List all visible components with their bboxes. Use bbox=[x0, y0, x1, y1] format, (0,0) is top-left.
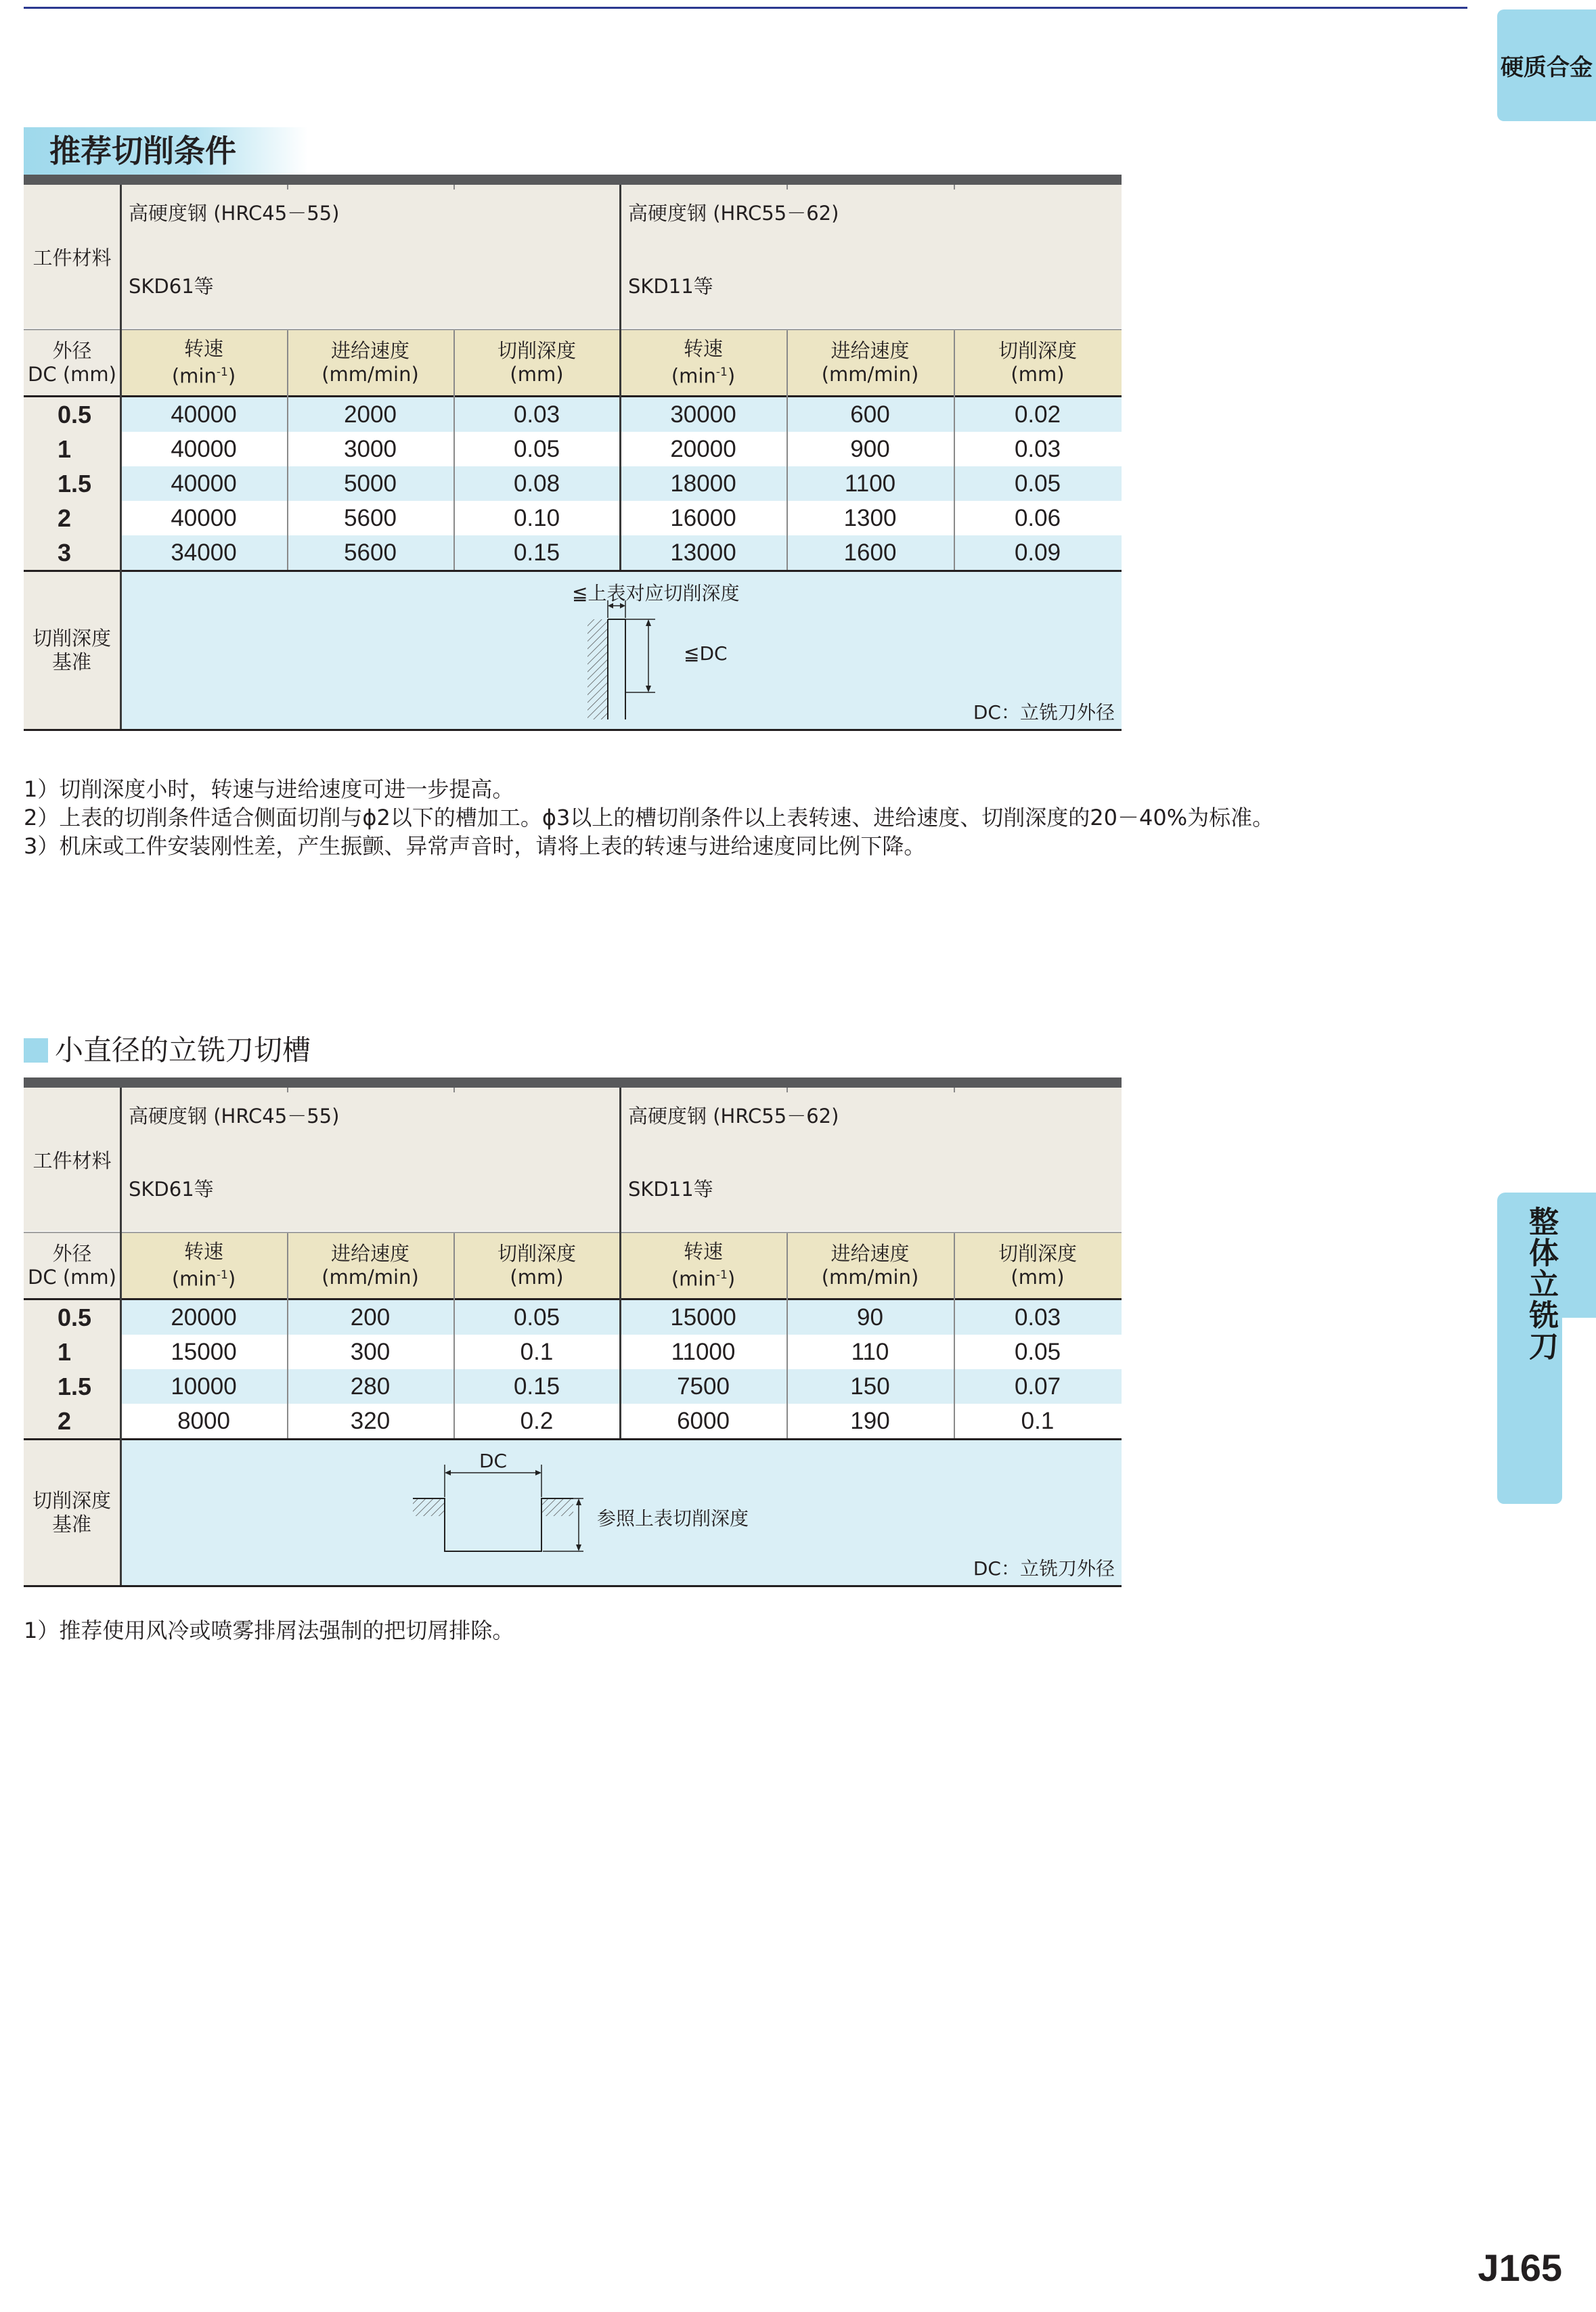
cell-a-feed: 320 bbox=[287, 1404, 453, 1438]
cell-a-feed: 280 bbox=[287, 1369, 453, 1404]
section-title-recommended-cutting: 推荐切削条件 bbox=[24, 127, 308, 175]
cell-a-speed: 15000 bbox=[120, 1335, 287, 1369]
divider bbox=[453, 185, 455, 190]
cell-b-depth: 0.05 bbox=[954, 1335, 1122, 1369]
row-dc: 1.5 bbox=[24, 466, 120, 501]
header-speed-line1: 转速 bbox=[683, 337, 723, 361]
cell-a-speed: 40000 bbox=[120, 397, 287, 432]
row-dc: 1.5 bbox=[24, 1369, 120, 1404]
table-top-bar bbox=[24, 1077, 1122, 1088]
header-dc-line1: 外径 bbox=[52, 339, 92, 362]
divider bbox=[287, 1233, 288, 1438]
cell-a-depth: 0.03 bbox=[453, 397, 620, 432]
header-b-feed bbox=[786, 1233, 954, 1298]
divider bbox=[954, 185, 955, 190]
divider bbox=[453, 330, 455, 570]
material-a-name: 高硬度钢 (HRC45－55) bbox=[129, 1105, 340, 1128]
cell-b-speed: 11000 bbox=[620, 1335, 786, 1369]
diagram-side-label: 参照上表切削深度 bbox=[597, 1507, 749, 1530]
material-b bbox=[620, 185, 1122, 328]
cell-b-feed: 190 bbox=[786, 1404, 954, 1438]
header-a-depth bbox=[453, 1233, 620, 1298]
divider bbox=[786, 185, 788, 190]
section-title-small-slot-text: 小直径的立铣刀切槽 bbox=[55, 1033, 311, 1067]
cell-a-depth: 0.2 bbox=[453, 1404, 620, 1438]
divider bbox=[24, 1232, 1122, 1233]
header-depth-line1: 切削深度 bbox=[998, 339, 1077, 362]
header-feed-line1: 进给速度 bbox=[330, 339, 409, 362]
cell-b-feed: 1300 bbox=[786, 501, 954, 535]
row-dc: 2 bbox=[24, 1404, 120, 1438]
cell-b-speed: 15000 bbox=[620, 1300, 786, 1335]
cell-b-depth: 0.07 bbox=[954, 1369, 1122, 1404]
cell-a-speed: 40000 bbox=[120, 466, 287, 501]
cell-a-speed: 40000 bbox=[120, 501, 287, 535]
header-depth-line2: (mm) bbox=[510, 363, 564, 386]
header-dc-line2: DC (mm) bbox=[28, 363, 116, 386]
cell-b-feed: 150 bbox=[786, 1369, 954, 1404]
header-feed-line1: 进给速度 bbox=[830, 1242, 910, 1265]
header-a-feed bbox=[287, 330, 453, 395]
cutting-conditions-table-1 bbox=[24, 175, 1122, 731]
cell-b-depth: 0.06 bbox=[954, 501, 1122, 535]
cell-b-speed: 6000 bbox=[620, 1404, 786, 1438]
cutting-conditions-table-2 bbox=[24, 1077, 1122, 1587]
header-feed-line2: (mm/min) bbox=[821, 363, 919, 386]
table-bottom-rule bbox=[24, 1585, 1122, 1587]
cell-a-speed: 10000 bbox=[120, 1369, 287, 1404]
cell-a-feed: 5600 bbox=[287, 535, 453, 570]
cell-b-speed: 18000 bbox=[620, 466, 786, 501]
header-feed-line2: (mm/min) bbox=[821, 1266, 919, 1289]
cell-b-depth: 0.02 bbox=[954, 397, 1122, 432]
header-a-depth bbox=[453, 330, 620, 395]
header-depth-line2: (mm) bbox=[510, 1266, 564, 1289]
table-top-bar bbox=[24, 175, 1122, 185]
header-depth-line1: 切削深度 bbox=[497, 339, 576, 362]
table-bottom-rule bbox=[24, 729, 1122, 731]
reference-diagram-area bbox=[122, 572, 1122, 729]
cell-a-feed: 200 bbox=[287, 1300, 453, 1335]
cell-b-feed: 110 bbox=[786, 1335, 954, 1369]
row-dc: 3 bbox=[24, 535, 120, 570]
material-a bbox=[120, 1088, 620, 1231]
header-a-speed bbox=[120, 330, 287, 395]
row-dc: 0.5 bbox=[24, 1300, 120, 1335]
reference-label-line1: 切削深度 bbox=[32, 627, 111, 650]
note-3: 3）机床或工件安装刚性差，产生振颤、异常声音时，请将上表的转速与进给速度同比例下降。 bbox=[24, 833, 926, 859]
cell-b-speed: 7500 bbox=[620, 1369, 786, 1404]
cell-b-feed: 90 bbox=[786, 1300, 954, 1335]
side-cut-diagram bbox=[582, 600, 677, 722]
top-rule bbox=[24, 7, 1467, 9]
cell-a-feed: 5000 bbox=[287, 466, 453, 501]
header-dc bbox=[24, 330, 120, 395]
material-label: 工件材料 bbox=[24, 185, 120, 328]
side-tab-carbide-label: 硬质合金 bbox=[1501, 54, 1593, 81]
material-a-grade: SKD61等 bbox=[129, 1178, 214, 1201]
reference-diagram-area bbox=[122, 1440, 1122, 1585]
cell-a-speed: 8000 bbox=[120, 1404, 287, 1438]
header-speed-line2: $(\min^{-1})$ bbox=[171, 364, 236, 388]
header-speed-line2: $(\min^{-1})$ bbox=[671, 364, 736, 388]
cell-a-depth: 0.08 bbox=[453, 466, 620, 501]
header-b-feed bbox=[786, 330, 954, 395]
divider bbox=[954, 1088, 955, 1092]
diagram-top-label: DC bbox=[479, 1450, 508, 1472]
divider bbox=[287, 185, 288, 190]
divider bbox=[453, 1233, 455, 1438]
material-b-grade: SKD11等 bbox=[628, 1178, 713, 1201]
header-depth-line1: 切削深度 bbox=[998, 1242, 1077, 1265]
header-speed-line1: 转速 bbox=[183, 337, 223, 361]
divider bbox=[786, 330, 788, 570]
header-b-speed bbox=[620, 1233, 786, 1298]
cell-a-feed: 3000 bbox=[287, 432, 453, 466]
slot-cut-diagram bbox=[413, 1450, 609, 1565]
cell-b-depth: 0.05 bbox=[954, 466, 1122, 501]
note-1: 1）切削深度小时，转速与进给速度可进一步提高。 bbox=[24, 776, 514, 802]
header-feed-line2: (mm/min) bbox=[322, 1266, 419, 1289]
row-dc: 0.5 bbox=[24, 397, 120, 432]
cell-a-depth: 0.05 bbox=[453, 1300, 620, 1335]
divider bbox=[954, 1233, 955, 1438]
reference-label bbox=[24, 1440, 120, 1585]
divider bbox=[786, 1233, 788, 1438]
material-a-grade: SKD61等 bbox=[129, 275, 214, 298]
cell-a-depth: 0.05 bbox=[453, 432, 620, 466]
section-title-small-slot bbox=[24, 1033, 311, 1067]
reference-label bbox=[24, 572, 120, 729]
cell-a-depth: 0.1 bbox=[453, 1335, 620, 1369]
diagram-side-label: ≦DC bbox=[684, 642, 728, 665]
divider bbox=[287, 330, 288, 570]
header-speed-line2: $(\min^{-1})$ bbox=[171, 1267, 236, 1291]
cell-a-depth: 0.10 bbox=[453, 501, 620, 535]
cell-a-feed: 5600 bbox=[287, 501, 453, 535]
header-depth-line2: (mm) bbox=[1011, 363, 1065, 386]
cell-b-speed: 30000 bbox=[620, 397, 786, 432]
row-dc: 1 bbox=[24, 1335, 120, 1369]
header-a-feed bbox=[287, 1233, 453, 1298]
reference-label-line2: 基准 bbox=[51, 650, 91, 673]
divider bbox=[453, 1088, 455, 1092]
side-tab-solid-endmill[interactable] bbox=[1497, 1193, 1596, 1504]
header-b-depth bbox=[954, 1233, 1122, 1298]
header-speed-line2: $(\min^{-1})$ bbox=[671, 1267, 736, 1291]
note-2: 2）上表的切削条件适合侧面切削与ϕ2以下的槽加工。ϕ3以上的槽切削条件以上表转速、进给速度、切削深度的20－40%为标准。 bbox=[24, 805, 1274, 830]
side-tab-solid-endmill-label: 整体立铣刀 bbox=[1524, 1206, 1558, 1362]
header-dc bbox=[24, 1233, 120, 1298]
cell-a-feed: 2000 bbox=[287, 397, 453, 432]
dc-note: DC：立铣刀外径 bbox=[973, 701, 1115, 724]
cell-a-speed: 34000 bbox=[120, 535, 287, 570]
material-divider bbox=[619, 185, 621, 570]
header-feed-line1: 进给速度 bbox=[330, 1242, 409, 1265]
cell-b-speed: 13000 bbox=[620, 535, 786, 570]
material-divider bbox=[619, 1088, 621, 1438]
divider bbox=[24, 329, 1122, 330]
header-feed-line1: 进给速度 bbox=[830, 339, 910, 362]
header-a-speed bbox=[120, 1233, 287, 1298]
cell-a-feed: 300 bbox=[287, 1335, 453, 1369]
header-speed-line1: 转速 bbox=[683, 1240, 723, 1264]
header-dc-line2: DC (mm) bbox=[28, 1266, 116, 1289]
diagram-top-label: ≦上表对应切削深度 bbox=[572, 582, 740, 604]
divider bbox=[954, 330, 955, 570]
cell-b-depth: 0.09 bbox=[954, 535, 1122, 570]
header-depth-line2: (mm) bbox=[1011, 1266, 1065, 1289]
header-b-speed bbox=[620, 330, 786, 395]
dc-note: DC：立铣刀外径 bbox=[973, 1557, 1115, 1580]
row-dc: 1 bbox=[24, 432, 120, 466]
cell-b-depth: 0.1 bbox=[954, 1404, 1122, 1438]
header-depth-line1: 切削深度 bbox=[497, 1242, 576, 1265]
material-b bbox=[620, 1088, 1122, 1231]
cell-a-depth: 0.15 bbox=[453, 1369, 620, 1404]
header-dc-line1: 外径 bbox=[52, 1242, 92, 1265]
cell-a-depth: 0.15 bbox=[453, 535, 620, 570]
cell-b-feed: 900 bbox=[786, 432, 954, 466]
row-dc: 2 bbox=[24, 501, 120, 535]
material-b-name: 高硬度钢 (HRC55－62) bbox=[628, 1105, 839, 1128]
material-a-name: 高硬度钢 (HRC45－55) bbox=[129, 202, 340, 225]
cell-b-feed: 1100 bbox=[786, 466, 954, 501]
reference-label-line1: 切削深度 bbox=[32, 1489, 111, 1512]
header-b-depth bbox=[954, 330, 1122, 395]
cell-b-speed: 16000 bbox=[620, 501, 786, 535]
header-feed-line2: (mm/min) bbox=[322, 363, 419, 386]
cell-b-depth: 0.03 bbox=[954, 1300, 1122, 1335]
reference-label-line2: 基准 bbox=[51, 1513, 91, 1536]
material-b-name: 高硬度钢 (HRC55－62) bbox=[628, 202, 839, 225]
material-a bbox=[120, 185, 620, 328]
cell-b-feed: 1600 bbox=[786, 535, 954, 570]
cell-a-speed: 40000 bbox=[120, 432, 287, 466]
divider bbox=[786, 1088, 788, 1092]
side-tab-carbide[interactable] bbox=[1497, 9, 1596, 121]
cell-b-speed: 20000 bbox=[620, 432, 786, 466]
material-b-grade: SKD11等 bbox=[628, 275, 713, 298]
cell-b-depth: 0.03 bbox=[954, 432, 1122, 466]
cell-b-feed: 600 bbox=[786, 397, 954, 432]
divider bbox=[287, 1088, 288, 1092]
header-speed-line1: 转速 bbox=[183, 1240, 223, 1264]
page-number: J165 bbox=[1478, 2246, 1562, 2289]
material-label: 工件材料 bbox=[24, 1088, 120, 1231]
square-bullet-icon bbox=[24, 1038, 48, 1063]
cell-a-speed: 20000 bbox=[120, 1300, 287, 1335]
note-1: 1）推荐使用风冷或喷雾排屑法强制的把切屑排除。 bbox=[24, 1618, 514, 1643]
